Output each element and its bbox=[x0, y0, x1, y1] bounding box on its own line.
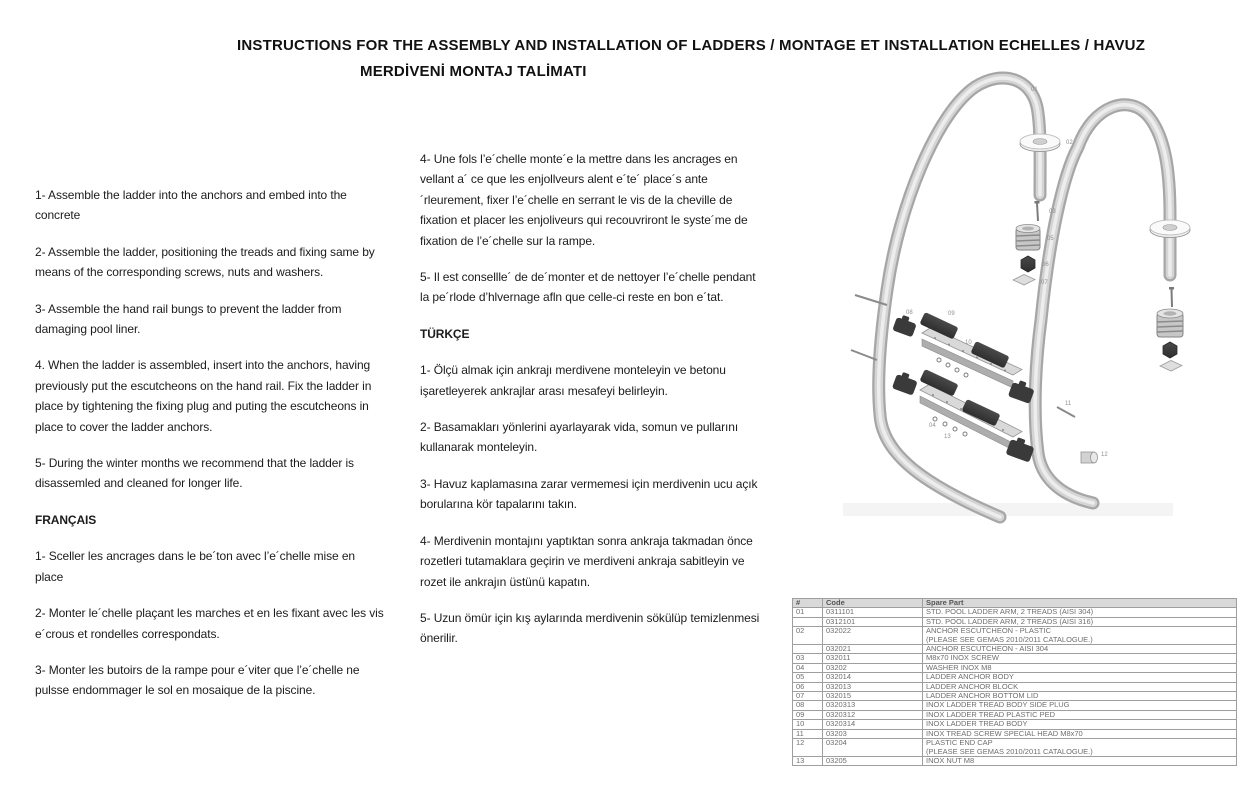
cell-part bbox=[923, 617, 1237, 626]
cell-code: 03204 bbox=[823, 739, 923, 757]
part-line1: LADDER ANCHOR BOTTOM LID bbox=[926, 691, 1039, 701]
cell-num: 08 bbox=[793, 701, 823, 710]
part-line1: ANCHOR ESCUTCHEON - PLASTIC bbox=[926, 626, 1052, 636]
part-line1: LADDER ANCHOR BODY bbox=[926, 672, 1014, 682]
header-number: # bbox=[793, 599, 823, 608]
table-row bbox=[793, 756, 1237, 765]
fixing-screw-left bbox=[1035, 201, 1040, 221]
part-line1: STD. POOL LADDER ARM, 2 TREADS (AISI 316) bbox=[926, 617, 1094, 626]
svg-text:10: 10 bbox=[965, 340, 972, 346]
header-code: Code bbox=[823, 599, 923, 608]
table-row bbox=[793, 608, 1237, 617]
svg-text:01: 01 bbox=[1031, 87, 1038, 93]
cell-code: 0311101 bbox=[823, 608, 923, 617]
cell-num: 02 bbox=[793, 627, 823, 645]
cell-num: 10 bbox=[793, 720, 823, 729]
cell-num: 13 bbox=[793, 756, 823, 765]
cell-part bbox=[923, 720, 1237, 729]
part-line1: INOX TREAD SCREW SPECIAL HEAD M8x70 bbox=[926, 729, 1083, 738]
cell-code: 03202 bbox=[823, 663, 923, 672]
table-row bbox=[793, 663, 1237, 672]
table-row bbox=[793, 720, 1237, 729]
diagram-shadow bbox=[843, 503, 1173, 516]
part-line1: ANCHOR ESCUTCHEON - AISI 304 bbox=[926, 644, 1049, 654]
document-title-line2: MERDİVENİ MONTAJ TALİMATI bbox=[360, 63, 587, 80]
cell-part bbox=[923, 701, 1237, 710]
svg-text:03: 03 bbox=[1049, 209, 1056, 215]
cell-code: 0320314 bbox=[823, 720, 923, 729]
part-line1: M8x70 INOX SCREW bbox=[926, 653, 999, 663]
turkish-heading: TÜRKÇE bbox=[420, 326, 470, 341]
instruction-fr-3: 3- Monter les butoirs de la rampe pour e´viter que l’e´chelle ne pulsse endommager le sol en mosaique de la piscine. bbox=[35, 662, 360, 698]
cell-code: 0312101 bbox=[823, 617, 923, 626]
left-text-column bbox=[35, 185, 385, 717]
cell-code: 032011 bbox=[823, 654, 923, 663]
instruction-en-1: 1- Assemble the ladder into the anchors and embed into the concrete bbox=[35, 188, 347, 223]
table-row bbox=[793, 739, 1237, 757]
cell-code: 032013 bbox=[823, 682, 923, 691]
cell-num: 05 bbox=[793, 673, 823, 682]
cell-part bbox=[923, 627, 1237, 645]
cell-part bbox=[923, 756, 1237, 765]
part-line1: INOX LADDER TREAD BODY SIDE PLUG bbox=[926, 700, 1070, 710]
cell-num: 09 bbox=[793, 710, 823, 719]
cell-part bbox=[923, 710, 1237, 719]
svg-text:11: 11 bbox=[1065, 401, 1072, 407]
cell-code: 032014 bbox=[823, 673, 923, 682]
instruction-tr-1: 1- Ölçü almak için ankrajı merdivene monteleyin ve betonu işaretleyerek ankrajlar arası mesafeyi belirleyin. bbox=[420, 363, 726, 398]
instruction-tr-2: 2- Basamakları yönlerini ayarlayarak vida, somun ve pullarını kullanarak monteleyin. bbox=[420, 420, 739, 455]
part-line1: WASHER INOX M8 bbox=[926, 663, 992, 672]
table-row bbox=[793, 701, 1237, 710]
svg-text:12: 12 bbox=[1101, 452, 1108, 458]
instruction-en-3: 3- Assemble the hand rail bungs to prevent the ladder from damaging pool liner. bbox=[35, 301, 342, 337]
svg-text:09: 09 bbox=[948, 311, 955, 317]
table-row bbox=[793, 729, 1237, 738]
table-row bbox=[793, 654, 1237, 663]
cell-num bbox=[793, 617, 823, 626]
table-row bbox=[793, 627, 1237, 645]
cell-part bbox=[923, 645, 1237, 654]
part-line1: INOX LADDER TREAD PLASTIC PED bbox=[926, 710, 1056, 719]
cell-part bbox=[923, 729, 1237, 738]
ladder-anchor-body-left bbox=[1016, 225, 1040, 251]
escutcheon-right bbox=[1150, 220, 1190, 238]
plastic-end-cap bbox=[1081, 452, 1098, 463]
svg-text:05: 05 bbox=[1047, 236, 1054, 242]
cell-num: 04 bbox=[793, 663, 823, 672]
cell-num: 06 bbox=[793, 682, 823, 691]
part-line1: INOX LADDER TREAD BODY bbox=[926, 719, 1028, 729]
cell-num: 12 bbox=[793, 739, 823, 757]
part-line1: INOX NUT M8 bbox=[926, 756, 975, 765]
svg-text:08: 08 bbox=[906, 310, 913, 316]
cell-part bbox=[923, 663, 1237, 672]
cell-code: 03203 bbox=[823, 729, 923, 738]
anchor-bottom-lid-left bbox=[1013, 275, 1035, 286]
instruction-en-5: 5- During the winter months we recommend that the ladder is disassemled and cleaned for longer life. bbox=[35, 456, 354, 491]
instruction-fr-2: 2- Monter le´chelle plaçant les marches et en les fixant avec les vis e´crous et rondelles correspondats. bbox=[35, 606, 384, 641]
svg-text:06: 06 bbox=[1042, 262, 1049, 268]
cell-num bbox=[793, 645, 823, 654]
table-row bbox=[793, 682, 1237, 691]
spare-parts-table bbox=[792, 598, 1237, 766]
cell-code: 0320312 bbox=[823, 710, 923, 719]
part-line2: (PLEASE SEE GEMAS 2010/2011 CATALOGUE.) bbox=[926, 746, 1093, 756]
table-row bbox=[793, 617, 1237, 626]
instruction-fr-5: 5- Il est consellle´ de de´monter et de nettoyer l’e´chelle pendant la pe´rlode d’hlvernage afln que celle-ci reste en bon e´tat. bbox=[420, 270, 756, 305]
instruction-en-2: 2- Assemble the ladder, positioning the treads and fixing same by means of the corresponding screws, nuts and washers. bbox=[35, 244, 375, 280]
table-row bbox=[793, 673, 1237, 682]
cell-num: 07 bbox=[793, 692, 823, 701]
middle-text-column bbox=[420, 149, 762, 665]
instruction-tr-4: 4- Merdivenin montajını yaptıktan sonra ankraja takmadan önce rozetleri tutamaklara geçirin ve merdiveni ankraja sabitleyin ve rozet ile ankrajın üstünü kapatın. bbox=[420, 533, 753, 589]
part-line1: LADDER ANCHOR BLOCK bbox=[926, 682, 1019, 691]
cell-part bbox=[923, 682, 1237, 691]
svg-text:07: 07 bbox=[1041, 280, 1048, 286]
cell-part bbox=[923, 654, 1237, 663]
instruction-tr-5: 5- Uzun ömür için kış aylarında merdivenin sökülüp temizlenmesi önerilir. bbox=[420, 610, 760, 646]
cell-part bbox=[923, 673, 1237, 682]
part-line1: PLASTIC END CAP bbox=[926, 738, 993, 748]
cell-num: 01 bbox=[793, 608, 823, 617]
cell-code: 0320313 bbox=[823, 701, 923, 710]
cell-num: 11 bbox=[793, 729, 823, 738]
cell-code: 032022 bbox=[823, 627, 923, 645]
part-line2: (PLEASE SEE GEMAS 2010/2011 CATALOGUE.) bbox=[926, 634, 1093, 644]
table-row bbox=[793, 692, 1237, 701]
ladder-anchor-block-right bbox=[1163, 342, 1177, 358]
svg-text:02: 02 bbox=[1066, 140, 1073, 146]
ladder-exploded-diagram bbox=[835, 55, 1235, 530]
header-spare-part: Spare Part bbox=[923, 599, 1237, 608]
cell-code: 03205 bbox=[823, 756, 923, 765]
instruction-en-4: 4. When the ladder is assembled, insert into the anchors, having previously put the escutcheons on the hand rail. Fix the ladder in place by tightening the fixing plug and puting the escutcheons in place to cover the ladder anchors. bbox=[35, 358, 372, 434]
fixing-screw-right bbox=[1169, 287, 1174, 307]
escutcheon-left bbox=[1020, 134, 1060, 152]
instruction-fr-1: 1- Sceller les ancrages dans le be´ton avec l’e´chelle mise en place bbox=[35, 549, 355, 584]
instruction-fr-4: 4- Une fols l’e´chelle monte´e la mettre dans les ancrages en vellant a´ ce que les enjollveurs alent e´te´ place´s ante´rleurement, fixer l’e´chelle en serrant le vis de la cheville de fixation et placer les enjoliveurs qui recouvriront le syste´me de fixation de l’e´chelle sur la rampe. bbox=[420, 152, 748, 248]
ladder-anchor-block-left bbox=[1021, 256, 1035, 272]
part-line1: STD. POOL LADDER ARM, 2 TREADS (AISI 304) bbox=[926, 607, 1094, 617]
right-handrail-tube bbox=[1035, 105, 1170, 503]
french-heading: FRANÇAIS bbox=[35, 512, 97, 527]
anchor-bottom-lid-right bbox=[1160, 361, 1182, 372]
cell-num: 03 bbox=[793, 654, 823, 663]
cell-part bbox=[923, 608, 1237, 617]
instruction-tr-3: 3- Havuz kaplamasına zarar vermemesi için merdivenin ucu açık borularına kör tapalarını takın. bbox=[420, 476, 758, 512]
cell-code: 032015 bbox=[823, 692, 923, 701]
tread-side-plugs bbox=[892, 313, 1036, 462]
table-header-row bbox=[793, 599, 1237, 608]
svg-text:04: 04 bbox=[929, 423, 936, 429]
document-title-line1: INSTRUCTIONS FOR THE ASSEMBLY AND INSTALLATION OF LADDERS / MONTAGE ET INSTALLATION ECHELLES / HAVUZ bbox=[237, 37, 1146, 54]
cell-code: 032021 bbox=[823, 645, 923, 654]
cell-part bbox=[923, 739, 1237, 757]
svg-text:13: 13 bbox=[944, 434, 951, 440]
table-row bbox=[793, 710, 1237, 719]
ladder-anchor-body-right bbox=[1157, 309, 1183, 337]
cell-part bbox=[923, 692, 1237, 701]
table-row bbox=[793, 645, 1237, 654]
